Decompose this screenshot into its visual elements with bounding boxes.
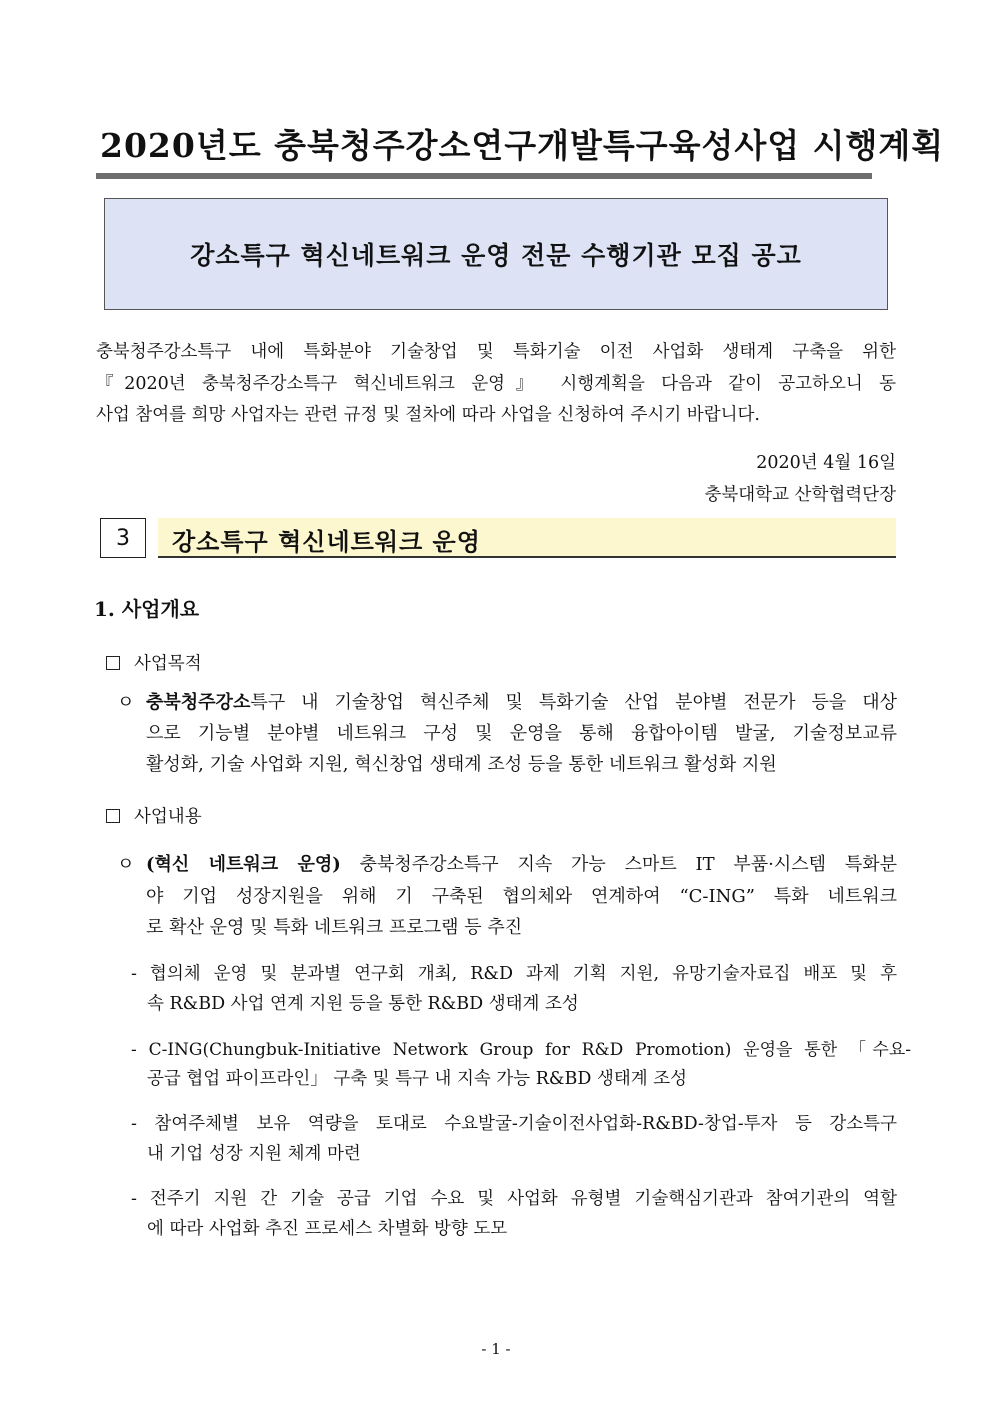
content-bullet	[117, 850, 897, 946]
dash-item-4	[131, 1185, 897, 1245]
content-bold-lead: (혁신 네트워크 운영)	[146, 854, 341, 875]
content-line-3: 로 확산 운영 및 특화 네트워크 프로그램 등 추진	[146, 917, 523, 938]
intro-line-2: 『2020년 충북청주강소특구 혁신네트워크 운영』 시행계획을 다음과 같이 공고하오니 동	[96, 374, 896, 394]
dash-item-4-line-1: - 전주기 지원 간 기술 공급 기업 수요 및 사업화 유형별 기술핵심기관과 참여기관의 역할	[131, 1189, 897, 1209]
section-number: 3	[116, 525, 130, 551]
intro-line-3: 사업 참여를 희망 사업자는 관련 규정 및 절차에 따라 사업을 신청하여 주시기 바랍니다.	[96, 405, 760, 425]
checkbox-square-icon	[106, 809, 120, 823]
purpose-line-2: 으로 기능별 분야별 네트워크 구성 및 운영을 통해 융합아이템 발굴, 기술정보교류	[146, 723, 897, 744]
dash-item-2	[131, 1035, 911, 1095]
page-number: - 1 -	[481, 1340, 511, 1358]
purpose-line-1	[146, 688, 897, 714]
title-underline	[96, 173, 872, 179]
content-label: 사업내용	[134, 807, 202, 827]
dash-item-1-line-2: 속 R&BD 사업 연계 지원 등을 통한 R&BD 생태계 조성	[147, 994, 579, 1014]
intro-line-1: 충북청주강소특구 내에 특화분야 기술창업 및 특화기술 이전 사업화 생태계 구축을 위한	[96, 342, 896, 362]
bullet-circle-icon: ㅇ	[117, 692, 135, 713]
purpose-line-3: 활성화, 기술 사업화 지원, 혁신창업 생태계 조성 등을 통한 네트워크 활성화 지원	[146, 754, 777, 775]
section-title: 강소특구 혁신네트워크 운영	[172, 528, 481, 556]
heading-overview: 1. 사업개요	[94, 597, 200, 621]
purpose-heading	[106, 650, 202, 675]
dash-item-4-line-2: 에 따라 사업화 추진 프로세스 차별화 방향 도모	[147, 1219, 508, 1239]
content-line-1	[146, 850, 897, 876]
checkbox-square-icon	[106, 656, 120, 670]
dash-item-1	[131, 960, 897, 1020]
notice-date: 2020년 4월 16일	[756, 453, 896, 473]
section-number-box	[100, 518, 146, 558]
dash-item-3-line-2: 내 기업 성장 지원 체계 마련	[147, 1144, 361, 1164]
dash-item-3-line-1: - 참여주체별 보유 역량을 토대로 수요발굴-기술이전사업화-R&BD-창업-투자 등 강소특구	[131, 1114, 897, 1134]
purpose-label: 사업목적	[134, 654, 202, 674]
purpose-bold-lead: 충북청주강소	[146, 692, 251, 713]
dash-item-3	[131, 1110, 897, 1170]
notice-box	[104, 198, 888, 310]
content-line-2: 야 기업 성장지원을 위해 기 구축된 협의체와 연계하여 “C-ING” 특화 네트워크	[146, 886, 897, 907]
dash-item-2-line-1: - C-ING(Chungbuk-Initiative Network Group for R&D Promotion) 운영을 통한 「수요-	[131, 1040, 911, 1060]
content-line-1-rest: 충북청주강소특구 지속 가능 스마트 IT 부품·시스템 특화분	[340, 854, 898, 875]
content-heading	[106, 803, 202, 828]
notice-title: 강소특구 혁신네트워크 운영 전문 수행기관 모집 공고	[190, 241, 802, 270]
notice-issuer: 충북대학교 산학협력단장	[704, 485, 896, 505]
document-title: 2020년도 충북청주강소연구개발특구육성사업 시행계획	[100, 126, 945, 165]
dash-item-2-line-2: 공급 협업 파이프라인」 구축 및 특구 내 지속 가능 R&BD 생태계 조성	[147, 1069, 688, 1089]
dash-item-1-line-1: - 협의체 운영 및 분과별 연구회 개최, R&D 과제 기획 지원, 유망기술자료집 배포 및 후	[131, 964, 897, 984]
bullet-circle-icon: ㅇ	[117, 854, 135, 875]
purpose-bullet	[117, 688, 897, 784]
purpose-line-1-rest: 특구 내 기술창업 혁신주체 및 특화기술 산업 분야별 전문가 등을 대상	[250, 692, 897, 713]
